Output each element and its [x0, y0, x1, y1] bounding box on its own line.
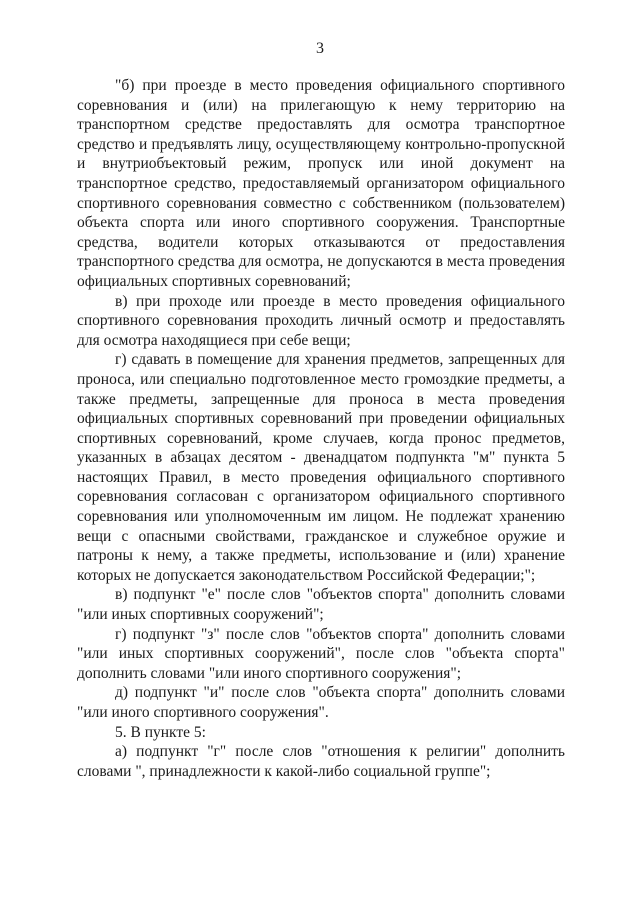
paragraph-d-subpoint-i: д) подпункт "и" после слов "объекта спорта" дополнить словами "или иного спортивного сооружения".	[77, 684, 565, 721]
paragraph-v-personal-inspection: в) при проходе или проезде в место проведения официального спортивного соревнования проходить личный осмотр и предоставлять для осмотра находящиеся при себе вещи;	[77, 292, 565, 349]
paragraph-point-5-heading: 5. В пункте 5:	[115, 723, 206, 741]
paragraph-g-subpoint-z: г) подпункт "з" после слов "объектов спорта" дополнить словами "или иных спортивных сооружений", после слов "объекта спорта" дополнить словами "или иного спортивного сооружения";	[77, 625, 565, 682]
paragraph-b-vehicle-inspection: "б) при проезде в место проведения официального спортивного соревнования и (или) на прилегающую к нему территорию на транспортном средстве предоставлять для осмотра транспортное средство и предъявлять лицу, осуществляющему контрольно-пропускной и внутриобъектовый режим, пропуск или иной документ на транспортное средство, предоставляемый организатором официального спортивного соревнования совместно с собственником (пользователем) объекта спорта или иного спортивного сооружения. Транспортные средства, водители которых отказываются от предоставления транспортного средства для осмотра, не допускаются в места проведения официальных спортивных соревнований;	[77, 77, 565, 290]
paragraph-a-subpoint-g: а) подпункт "г" после слов "отношения к религии" дополнить словами ", принадлежности к какой-либо социальной группе";	[77, 743, 565, 780]
paragraph-v-subpoint-e: в) подпункт "е" после слов "объектов спорта" дополнить словами "или иных спортивных сооружений";	[77, 586, 565, 624]
paragraph-g-storage-of-items: г) сдавать в помещение для хранения предметов, запрещенных для проноса, или специально подготовленное место громоздкие предметы, а также предметы, запрещенные для проноса в места проведения официальных спортивных соревнований при проведении официальных спортивных соревнований, кроме случаев, когда пронос предметов, указанных в абзацах десятом - двенадцатом подпункта "м" пункта 5 настоящих Правил, в место проведения официального спортивного соревнования согласован с организатором официального спортивного соревнования или уполномоченным им лицом. Не подлежат хранению вещи с опасными свойствами, гражданское и служебное оружие и патроны к нему, а также предметы, использование и (или) хранение которых не допускается законодательством Российской Федерации;";	[77, 351, 565, 584]
document-body	[77, 76, 565, 781]
page-number: 3	[316, 40, 324, 57]
